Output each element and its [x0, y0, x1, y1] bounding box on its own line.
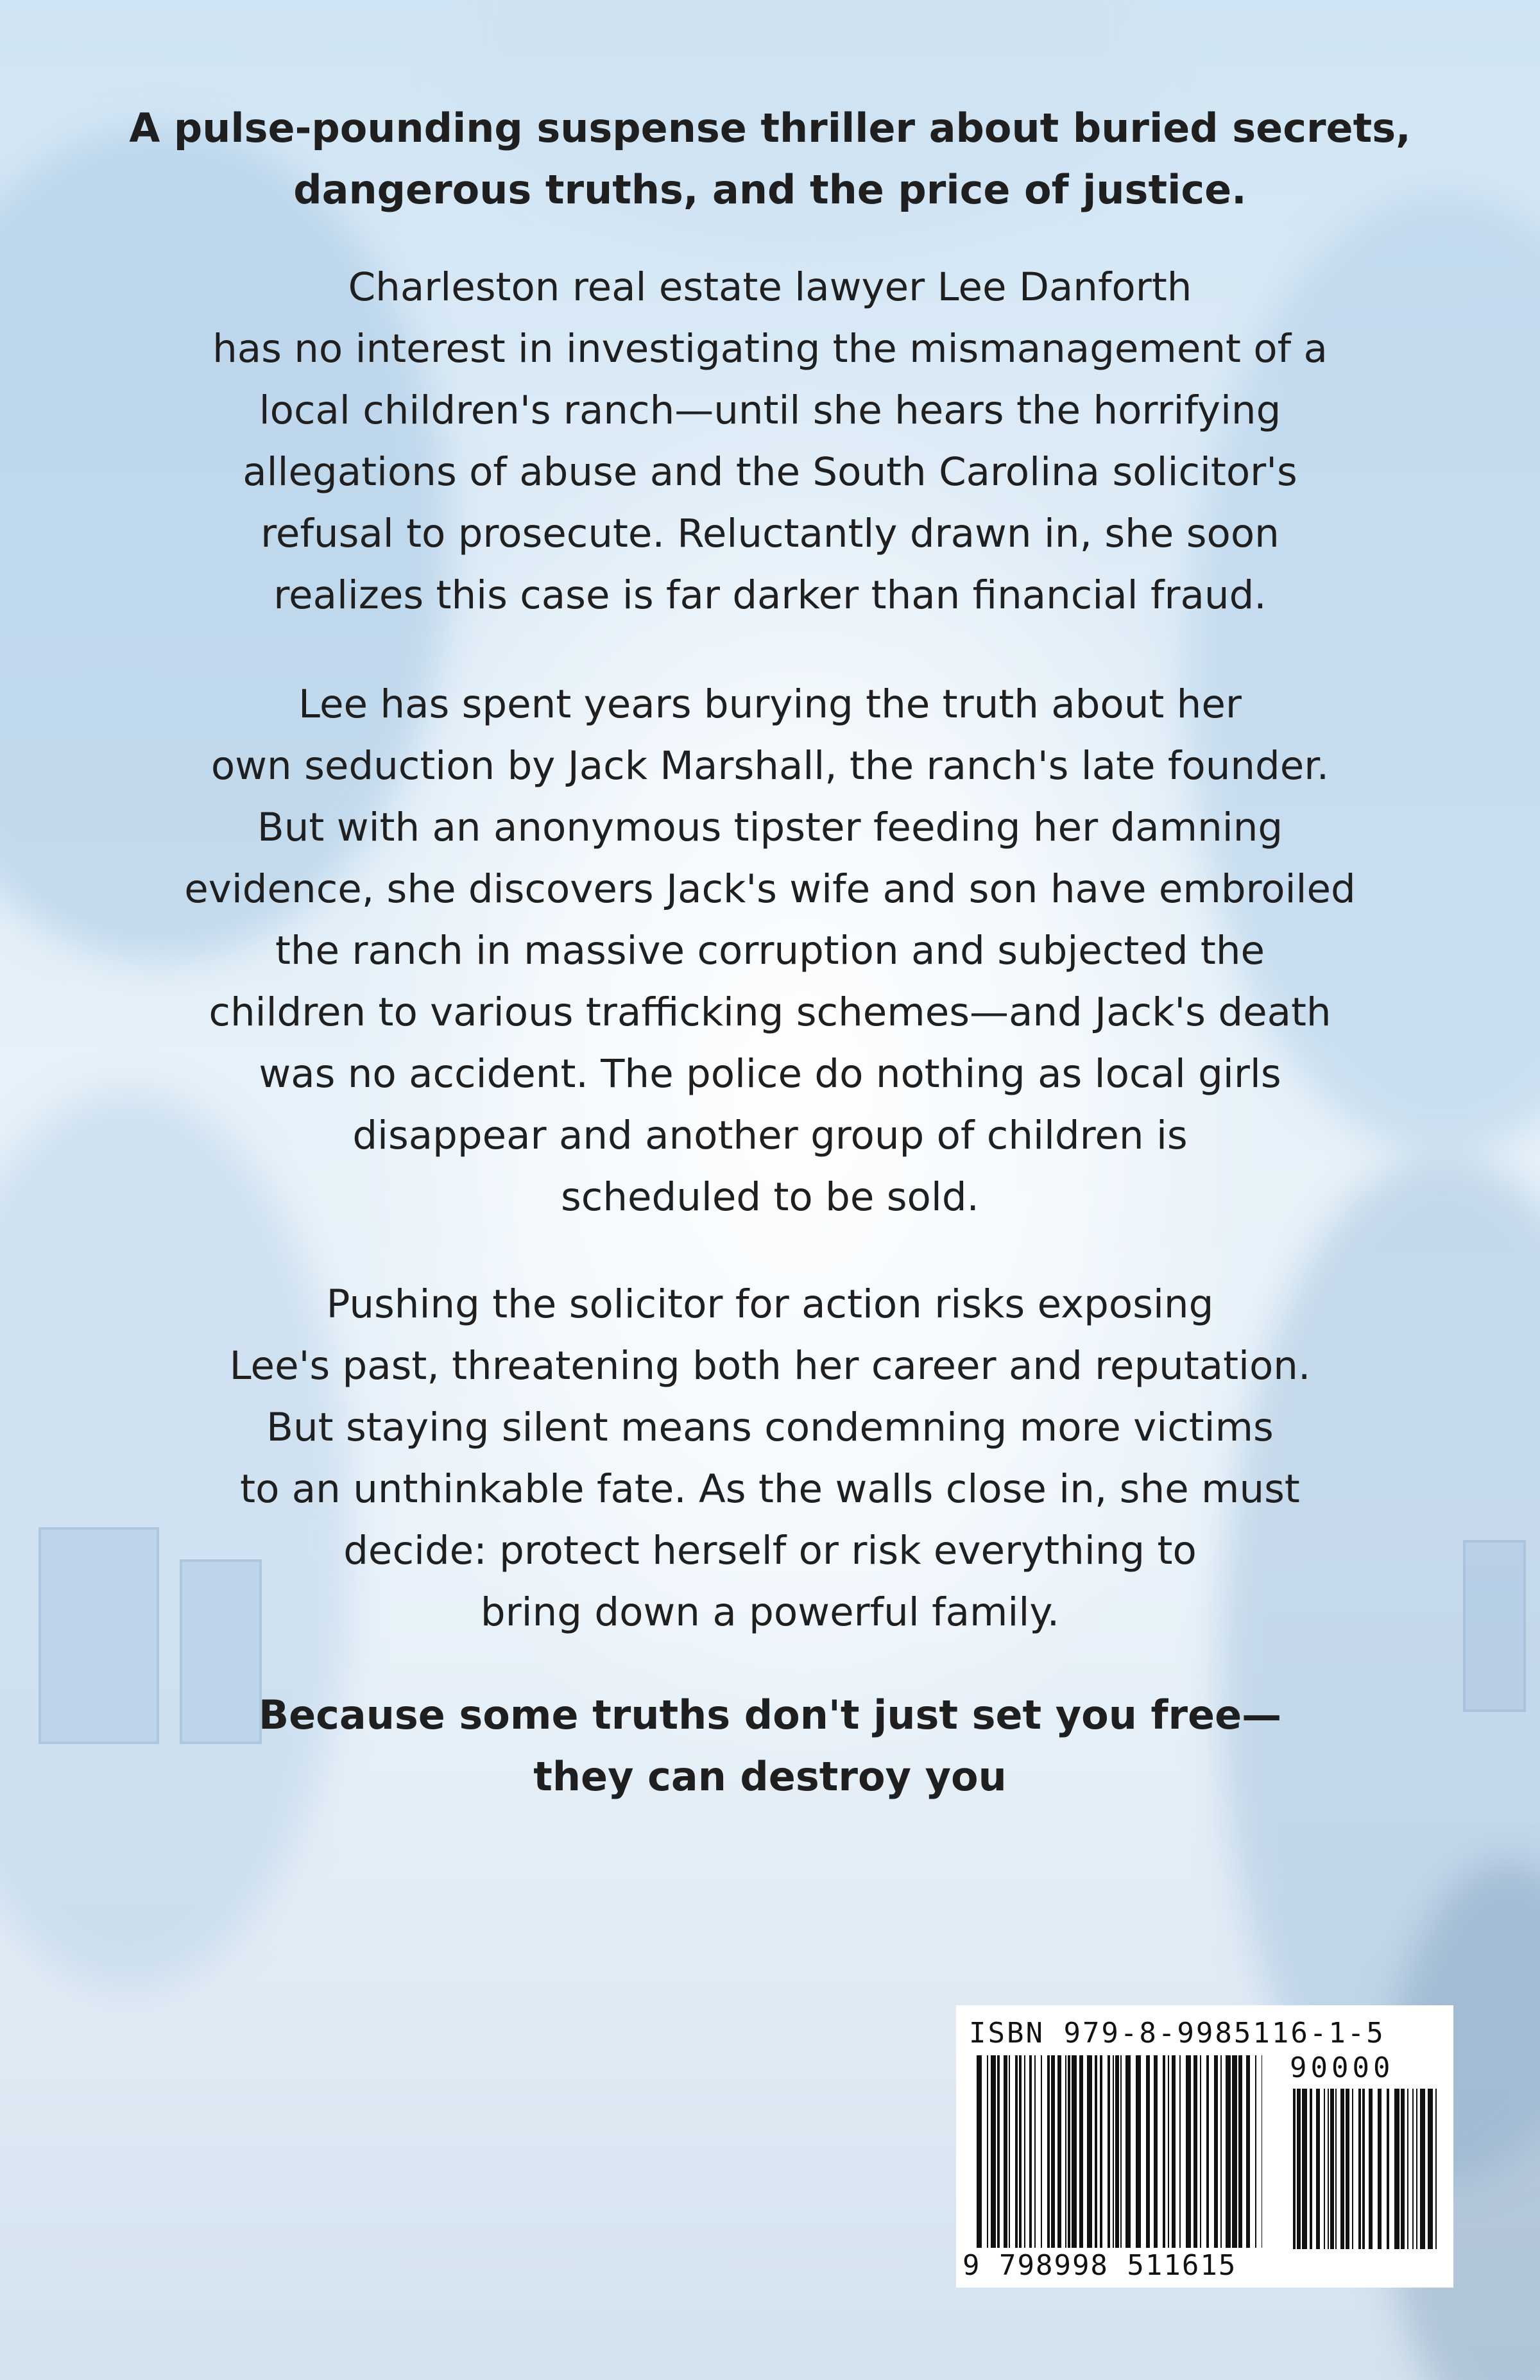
barcode-bar	[1387, 2089, 1389, 2249]
barcode-bar	[1302, 2089, 1307, 2249]
closing-line	[116, 1684, 1425, 1808]
barcode-bar	[1125, 2055, 1131, 2248]
barcode-bar	[1154, 2055, 1158, 2248]
barcode-bar	[1019, 2055, 1022, 2248]
barcode-bar	[1015, 2055, 1018, 2248]
barcode-bar	[1352, 2089, 1353, 2249]
blurb-line: the ranch in massive corruption and subjected the	[275, 928, 1265, 973]
barcode-bar	[1369, 2089, 1373, 2249]
barcode-bar	[1168, 2055, 1169, 2248]
blurb-line: to an unthinkable fate. As the walls close in, she must	[240, 1466, 1300, 1512]
barcode-bar	[1079, 2055, 1083, 2248]
isbn-label: ISBN 979-8-9985116-1-5	[969, 2017, 1385, 2050]
barcode-bar	[1246, 2055, 1250, 2248]
barcode-bar	[1172, 2055, 1176, 2248]
barcode-bar	[1113, 2055, 1114, 2248]
barcode-bar	[1340, 2089, 1344, 2249]
barcode-bar	[1115, 2055, 1119, 2248]
barcode-bar	[1362, 2089, 1365, 2249]
barcode-bar	[1407, 2089, 1408, 2249]
barcode-bar	[1100, 2055, 1102, 2248]
barcode-bar	[1255, 2055, 1256, 2248]
blurb-line: evidence, she discovers Jack's wife and son have embroiled	[184, 866, 1356, 912]
blurb-line: local children's ranch—until she hears the horrifying	[259, 388, 1281, 433]
barcode-bar	[1024, 2055, 1025, 2248]
barcode-bar	[1009, 2055, 1010, 2248]
barcode-bar	[1310, 2089, 1312, 2249]
barcode-bar	[1378, 2089, 1382, 2249]
blurb-line: was no accident. The police do nothing as local girls	[259, 1051, 1281, 1097]
barcode-bar	[991, 2055, 996, 2248]
barcode-bar	[1034, 2055, 1036, 2248]
barcode-bar	[1206, 2055, 1209, 2248]
blurb-line: Pushing the solicitor for action risks exposing	[326, 1281, 1214, 1327]
barcode-bar	[1004, 2055, 1007, 2248]
blurb-line: refusal to prosecute. Reluctantly drawn in, she soon	[261, 511, 1279, 556]
barcode-bar	[1238, 2055, 1242, 2248]
barcode-bar	[987, 2055, 988, 2248]
blurb-line: realizes this case is far darker than financial fraud.	[273, 572, 1267, 618]
tagline-line: A pulse-pounding suspense thriller about buried secrets,	[129, 105, 1411, 151]
barcode-bar	[1346, 2089, 1349, 2249]
tagline	[116, 98, 1425, 221]
barcode-bar	[1226, 2055, 1231, 2248]
barcode-main-bars	[977, 2055, 1262, 2248]
blurb-line: decide: protect herself or risk everything to	[343, 1528, 1197, 1573]
blurb-line: bring down a powerful family.	[480, 1589, 1060, 1635]
barcode-bar	[1029, 2055, 1032, 2248]
barcode-bar	[1120, 2055, 1122, 2248]
barcode-bar	[1200, 2055, 1201, 2248]
barcode-bar	[1293, 2089, 1296, 2249]
background-building	[1463, 1540, 1526, 1712]
blurb-paragraph-2	[116, 674, 1425, 1228]
barcode-bar	[1047, 2055, 1050, 2248]
blurb-line: children to various trafficking schemes—and Jack's death	[209, 989, 1331, 1035]
blurb-line: scheduled to be sold.	[561, 1174, 979, 1220]
blurb-paragraph-1	[116, 257, 1425, 626]
barcode-bar	[1297, 2089, 1301, 2249]
barcode-bar	[1401, 2089, 1405, 2249]
tagline-line: dangerous truths, and the price of justice.	[293, 166, 1247, 213]
blurb-line: But with an anonymous tipster feeding her damning	[257, 805, 1283, 850]
blurb-line: Charleston real estate lawyer Lee Danforth	[348, 264, 1192, 310]
barcode-bar	[1214, 2055, 1218, 2248]
barcode-bar	[1328, 2089, 1329, 2249]
barcode-bar	[1065, 2055, 1066, 2248]
barcode-bar	[1324, 2089, 1325, 2249]
barcode-bar	[1394, 2089, 1399, 2249]
barcode-bar	[1412, 2089, 1414, 2249]
barcode-bar	[997, 2055, 1000, 2248]
barcode-bar	[1072, 2055, 1077, 2248]
blurb-line: But staying silent means condemning more victims	[266, 1405, 1274, 1450]
barcode-bar	[1057, 2055, 1061, 2248]
isbn-barcode	[956, 2005, 1453, 2288]
blurb-line: allegations of abuse and the South Carolina solicitor's	[243, 449, 1297, 495]
barcode-bar	[1163, 2055, 1165, 2248]
barcode-bar	[1136, 2055, 1141, 2248]
barcode-bar	[1232, 2055, 1237, 2248]
barcode-bar	[1420, 2089, 1425, 2249]
barcode-bar	[1335, 2089, 1337, 2249]
barcode-bar	[1051, 2055, 1055, 2248]
blurb-line: Lee's past, threatening both her career and reputation.	[229, 1343, 1311, 1389]
barcode-bar	[1358, 2089, 1361, 2249]
barcode-bar	[1220, 2055, 1222, 2248]
barcode-bar	[1108, 2055, 1110, 2248]
blurb-line: own seduction by Jack Marshall, the ranch's late founder.	[210, 743, 1330, 789]
barcode-bar	[1068, 2055, 1070, 2248]
barcode-bar	[1095, 2055, 1097, 2248]
blurb-line: Lee has spent years burying the truth about her	[298, 681, 1242, 727]
barcode-addon-bars	[1293, 2089, 1437, 2249]
barcode-bar	[1194, 2055, 1197, 2248]
barcode-bar	[1435, 2089, 1437, 2249]
barcode-bar	[1087, 2055, 1092, 2248]
barcode-bar	[1186, 2055, 1191, 2248]
closing-text: Because some truths don't just set you free—	[258, 1691, 1282, 1738]
barcode-bar	[1041, 2055, 1042, 2248]
barcode-bar	[977, 2055, 982, 2248]
blurb-line: has no interest in investigating the mismanagement of a	[212, 326, 1328, 372]
barcode-bar	[1428, 2089, 1433, 2249]
barcode-bar	[1146, 2055, 1150, 2248]
barcode-bar	[1316, 2089, 1320, 2249]
barcode-bar	[1416, 2089, 1417, 2249]
closing-text: they can destroy you	[533, 1753, 1007, 1800]
barcode-addon-digits: 90000	[1290, 2051, 1394, 2084]
blurb-line: disappear and another group of children is	[352, 1113, 1188, 1158]
barcode-bar	[1179, 2055, 1181, 2248]
barcode-digits: 9 798998 511615	[963, 2249, 1237, 2282]
blurb-paragraph-3	[116, 1274, 1425, 1643]
barcode-bar	[1330, 2089, 1334, 2249]
